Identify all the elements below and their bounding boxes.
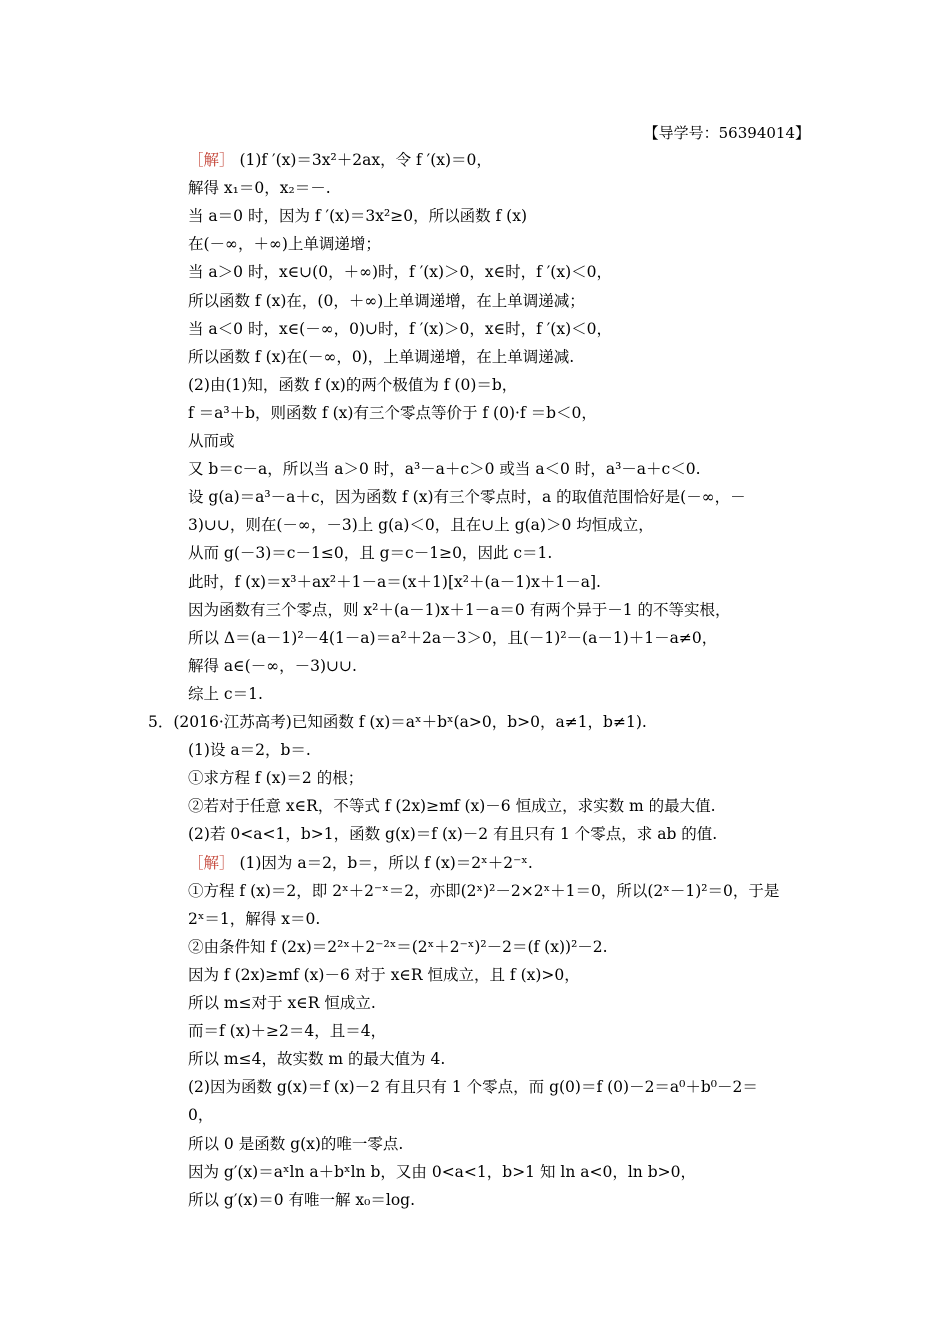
line-text: ②由条件知 f (2x)＝2²ˣ＋2⁻²ˣ＝(2ˣ＋2⁻ˣ)²－2＝(f (x))²－2.: [188, 937, 608, 956]
solution-label: ［解］: [188, 151, 235, 169]
text-line: [148, 712, 647, 732]
line-text: 设 g(a)＝a³－a＋c，因为函数 f (x)有三个零点时，a 的取值范围恰好是(－∞，－: [188, 488, 746, 507]
text-line: [188, 234, 381, 254]
line-text: ②若对于任意 x∈R，不等式 f (2x)≥mf (x)－6 恒成立，求实数 m 的最大值.: [188, 797, 716, 816]
line-text: 综上 c＝1.: [188, 684, 263, 703]
text-line: [188, 628, 717, 648]
text-line: [188, 909, 320, 929]
text-line: [188, 937, 608, 957]
line-text: (2)由(1)知，函数 f (x)的两个极值为 f (0)＝b，: [188, 375, 518, 394]
text-line: [188, 881, 779, 901]
line-text: ①求方程 f (x)＝2 的根；: [188, 769, 364, 788]
text-line: [188, 740, 311, 760]
line-text: 当 a＝0 时，因为 f ′(x)＝3x²≥0，所以函数 f (x): [188, 207, 527, 226]
text-line: [188, 853, 533, 873]
line-text: 因为 g′(x)＝aˣln a＋bˣln b，又由 0<a<1，b>1 知 ln a<0，ln b>0，: [188, 1162, 696, 1181]
line-text: 所以 0 是函数 g(x)的唯一零点.: [188, 1134, 404, 1153]
line-text: 因为函数有三个零点，则 x²＋(a－1)x＋1－a＝0 有两个异于－1 的不等实根，: [188, 600, 731, 619]
text-line: [188, 796, 716, 816]
line-text: 又 b＝c－a，所以当 a＞0 时，a³－a＋c＞0 或当 a＜0 时，a³－a＋c＜0.: [188, 460, 701, 479]
text-line: [188, 1105, 213, 1125]
text-line: [188, 1021, 386, 1041]
text-line: [188, 684, 263, 704]
line-text: (1)因为 a＝2，b＝，所以 f (x)＝2ˣ＋2⁻ˣ.: [234, 853, 533, 872]
line-text: 因为 f (2x)≥mf (x)－6 对于 x∈R 恒成立，且 f (x)>0，: [188, 965, 580, 984]
line-text: 所以 g′(x)＝0 有唯一解 x₀＝log.: [188, 1190, 416, 1209]
line-text: f ＝a³＋b，则函数 f (x)有三个零点等价于 f (0)·f ＝b＜0，: [188, 403, 597, 422]
line-text: 所以 m≤4，故实数 m 的最大值为 4.: [188, 1050, 446, 1069]
line-text: 从而 g(－3)＝c－1≤0，且 g＝c－1≥0，因此 c＝1.: [188, 544, 553, 563]
text-line: [188, 150, 492, 170]
text-line: [188, 262, 612, 282]
line-text: (1)设 a＝2，b＝.: [188, 741, 311, 760]
text-line: [188, 206, 527, 226]
text-line: [188, 824, 717, 844]
line-text: 在(－∞，＋∞)上单调递增；: [188, 235, 381, 254]
line-text: (1)f ′(x)＝3x²＋2ax，令 f ′(x)＝0，: [234, 151, 492, 169]
line-text: 此时，f (x)＝x³＋ax²＋1－a＝(x＋1)[x²＋(a－1)x＋1－a].: [188, 572, 601, 591]
line-text: 所以函数 f (x)在，(0，＋∞)上单调递增，在上单调递减；: [188, 291, 585, 310]
line-text: 2ˣ＝1，解得 x＝0.: [188, 909, 321, 928]
text-line: [188, 1077, 758, 1097]
text-line: [188, 656, 357, 676]
text-line: [188, 1134, 403, 1154]
text-line: [188, 768, 363, 788]
text-line: [188, 375, 517, 395]
text-line: [188, 178, 331, 198]
line-text: 而＝f (x)＋≥2＝4，且＝4，: [188, 1022, 387, 1041]
line-text: (2)因为函数 g(x)＝f (x)－2 有且只有 1 个零点，而 g(0)＝f (0)－2＝a⁰＋b⁰－2＝: [188, 1078, 758, 1097]
line-text: 从而或: [188, 432, 235, 450]
text-line: [188, 487, 746, 507]
line-text: 所以 Δ＝(a－1)²－4(1－a)＝a²＋2a－3＞0，且(－1)²－(a－1)＋1－a≠0，: [188, 628, 718, 647]
line-text: 当 a＜0 时，x∈(－∞，0)∪时，f ′(x)＞0，x∈时，f ′(x)＜0，: [188, 319, 613, 338]
text-line: [188, 993, 376, 1013]
line-text: 0，: [188, 1106, 214, 1125]
text-line: [188, 403, 597, 423]
text-line: [188, 1162, 696, 1182]
line-text: 当 a＞0 时，x∈∪(0，＋∞)时，f ′(x)＞0，x∈时，f ′(x)＜0，: [188, 263, 613, 282]
line-text: 解得 x₁＝0，x₂＝－.: [188, 179, 331, 198]
text-line: [188, 515, 654, 535]
text-line: [188, 572, 601, 592]
text-line: [188, 600, 731, 620]
text-line: [188, 431, 235, 451]
text-line: [188, 965, 580, 985]
line-text: 3)∪∪，则在(－∞，－3)上 g(a)＜0，且在∪上 g(a)＞0 均恒成立，: [188, 516, 654, 535]
text-line: [188, 543, 552, 563]
text-line: [188, 319, 612, 339]
line-text: 所以 m≤对于 x∈R 恒成立.: [188, 994, 376, 1012]
text-line: [188, 1049, 445, 1069]
reference-number: 【导学号：56394014】: [643, 124, 810, 142]
text-line: [188, 347, 574, 367]
line-text: ①方程 f (x)＝2，即 2ˣ＋2⁻ˣ＝2，亦即(2ˣ)²－2×2ˣ＋1＝0，所以(2ˣ－1)²＝0，于是: [188, 881, 780, 900]
text-line: [188, 1190, 415, 1210]
line-text: 5．(2016·江苏高考)已知函数 f (x)＝aˣ＋bˣ(a>0，b>0，a≠1，b≠1).: [148, 713, 647, 731]
line-text: 解得 a∈(－∞，－3)∪∪.: [188, 656, 357, 675]
solution-label: ［解］: [188, 853, 235, 872]
text-line: [188, 291, 585, 311]
text-line: [188, 459, 701, 479]
line-text: (2)若 0<a<1，b>1，函数 g(x)＝f (x)－2 有且只有 1 个零点，求 ab 的值.: [188, 825, 718, 844]
line-text: 所以函数 f (x)在(－∞，0)，上单调递增，在上单调递减.: [188, 347, 575, 366]
